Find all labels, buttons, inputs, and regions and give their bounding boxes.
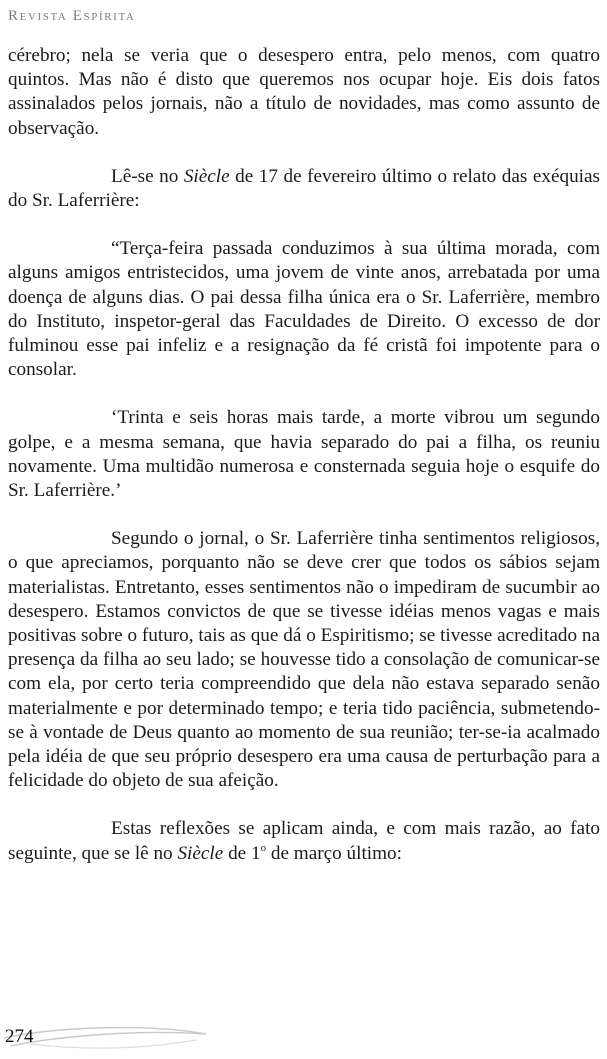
italic-title: Siècle: [177, 842, 224, 864]
text-run: cérebro; nela se veria que o desespero entra, pelo menos, com quatro quintos. Mas não é disto que queremos nos ocupar hoje. Eis dois fatos assinalados pelos jornais, não a título de novidades, mas como assunto de observação.: [8, 45, 600, 139]
paragraph: [8, 165, 600, 213]
paragraph: [8, 406, 600, 503]
text-run: Lê-se no: [111, 165, 184, 187]
body-text: [8, 44, 600, 890]
text-run: de março último:: [266, 842, 402, 864]
text-run: de 1: [223, 842, 261, 864]
paragraph: [8, 237, 600, 382]
paragraph: [8, 527, 600, 793]
text-run: ‘Trinta e seis horas mais tarde, a morte vibrou um segundo golpe, e a mesma semana, que havia separado do pai a filha, os reuniu novamente. Uma multidão numerosa e consternada seguia hoje o esquife do Sr. Laferrière.’: [8, 407, 600, 502]
ordinal-superscript: o: [260, 841, 267, 854]
text-run: Estas reflexões se aplicam ainda, e com mais razão, ao fato seguinte, que se lê no: [8, 818, 600, 864]
paragraph: [8, 817, 600, 865]
page-number: 274: [5, 1026, 34, 1047]
text-run: Segundo o jornal, o Sr. Laferrière tinha sentimentos religiosos, o que apreciamos, porquanto não se deve crer que todos os sábios sejam materialistas. Entretanto, esses sentimentos não o impediram de sucumbir ao desespero. Estamos convictos de que se tivesse idéias menos vagas e mais positivas sobre o futuro, tais as que dá o Espiritismo; se tivesse acreditado na presença da filha ao seu lado; se houvesse tido a consolação de comunicar-se com ela, por certo teria compreendido que dela não estava separado senão materialmente e por determinado tempo; e teria tido paciência, submetendo-se à vontade de Deus quanto ao momento de sua reunião; ter-se-ia acalmado pela idéia de que seu próprio desespero era uma causa de perturbação para a felicidade do objeto de sua afeição.: [8, 528, 600, 792]
running-head: Revista Espírita: [8, 8, 136, 24]
text-run: de 17 de fevereiro último o relato das exéquias do Sr. Laferrière:: [8, 165, 600, 212]
paragraph: [8, 44, 600, 141]
text-run: “Terça-feira passada conduzimos à sua última morada, com alguns amigos entristecidos, uma jovem de vinte anos, arrebatada por uma doença de alguns dias. O pai dessa filha única era o Sr. Laferrière, membro do Instituto, inspetor-geral das Faculdades de Direito. O excesso de dor fulminou esse pai infeliz e a resignação da fé cristã foi impotente para o consolar.: [8, 238, 600, 381]
italic-title: Siècle: [183, 165, 230, 187]
